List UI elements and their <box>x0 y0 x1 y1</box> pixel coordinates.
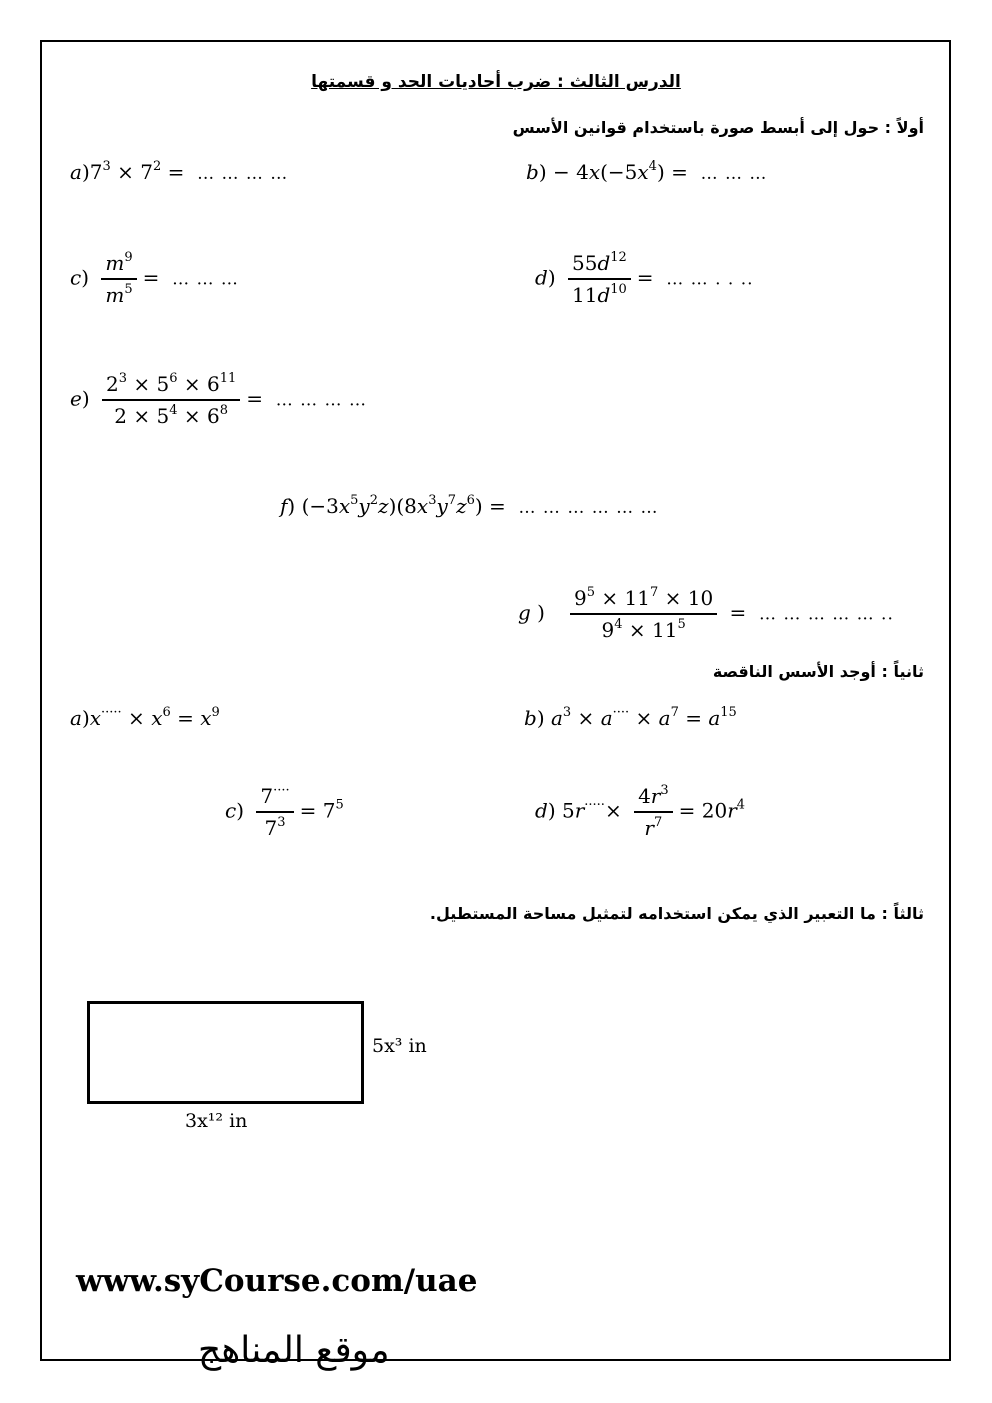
exercise-1g: g ) $\frac{9^5 \times 11^7 \times 10}{9^4 \times 11^5}$ = … … … … … .. <box>518 585 894 642</box>
section3-title: ثالثاً : ما التعبير الذي يمكن استخدامه لتمثيل مساحة المستطيل. <box>429 904 924 923</box>
rectangle-figure <box>87 1001 364 1104</box>
rectangle-height-label: 5x³ in <box>372 1035 427 1057</box>
rectangle-width-label: 3x¹² in <box>185 1110 248 1132</box>
footer-url[interactable]: www.syCourse.com/uae <box>76 1263 478 1299</box>
exercise-1a: $a)7^3 \times 7^2$ = … … … … <box>70 159 289 184</box>
section2-title: ثانياً : أوجد الأسس الناقصة <box>712 662 924 681</box>
lesson-title: الدرس الثالث : ضرب أحاديات الحد و قسمتها <box>311 72 681 92</box>
exercise-2d: d) 5r·····× $\frac{4r^3}{r^7}$ = $20r^4$ <box>535 783 746 840</box>
exercise-2c: c) $\frac{7^{\cdot\cdot\cdot\cdot}}{7^3}$ = $7^5$ <box>225 783 344 840</box>
exercise-1f: f) $(-3x^5y^2z)(8x^3y^7z^6)$ = … … … … … … <box>280 493 659 518</box>
page-border <box>40 40 951 1361</box>
exercise-1e: e) $\frac{2^3 \times 5^6 \times 6^{11}}{2 \times 5^4 \times 6^8}$ = … … … … <box>70 371 367 428</box>
exercise-2a: $a)x^{\cdot\cdot\cdot\cdot\cdot} \times x^6 = x^9$ <box>70 705 220 730</box>
exercise-1b: $b) - 4x(-5x^4)$ = … … … <box>526 159 768 184</box>
section1-title: أولاً : حول إلى أبسط صورة باستخدام قوانين الأسس <box>512 118 924 137</box>
exercise-2b: b) $a^3 \times a^{\cdot\cdot\cdot\cdot} \times a^7 = a^{15}$ <box>524 705 737 730</box>
exercise-1c: c) $\frac{m^9}{m^5}$ = … … … <box>70 250 239 307</box>
footer-logo: موقع المناهج <box>198 1330 390 1371</box>
exercise-1d: d) $\frac{55d^{12}}{11d^{10}}$ = … … . . .. <box>535 250 754 307</box>
